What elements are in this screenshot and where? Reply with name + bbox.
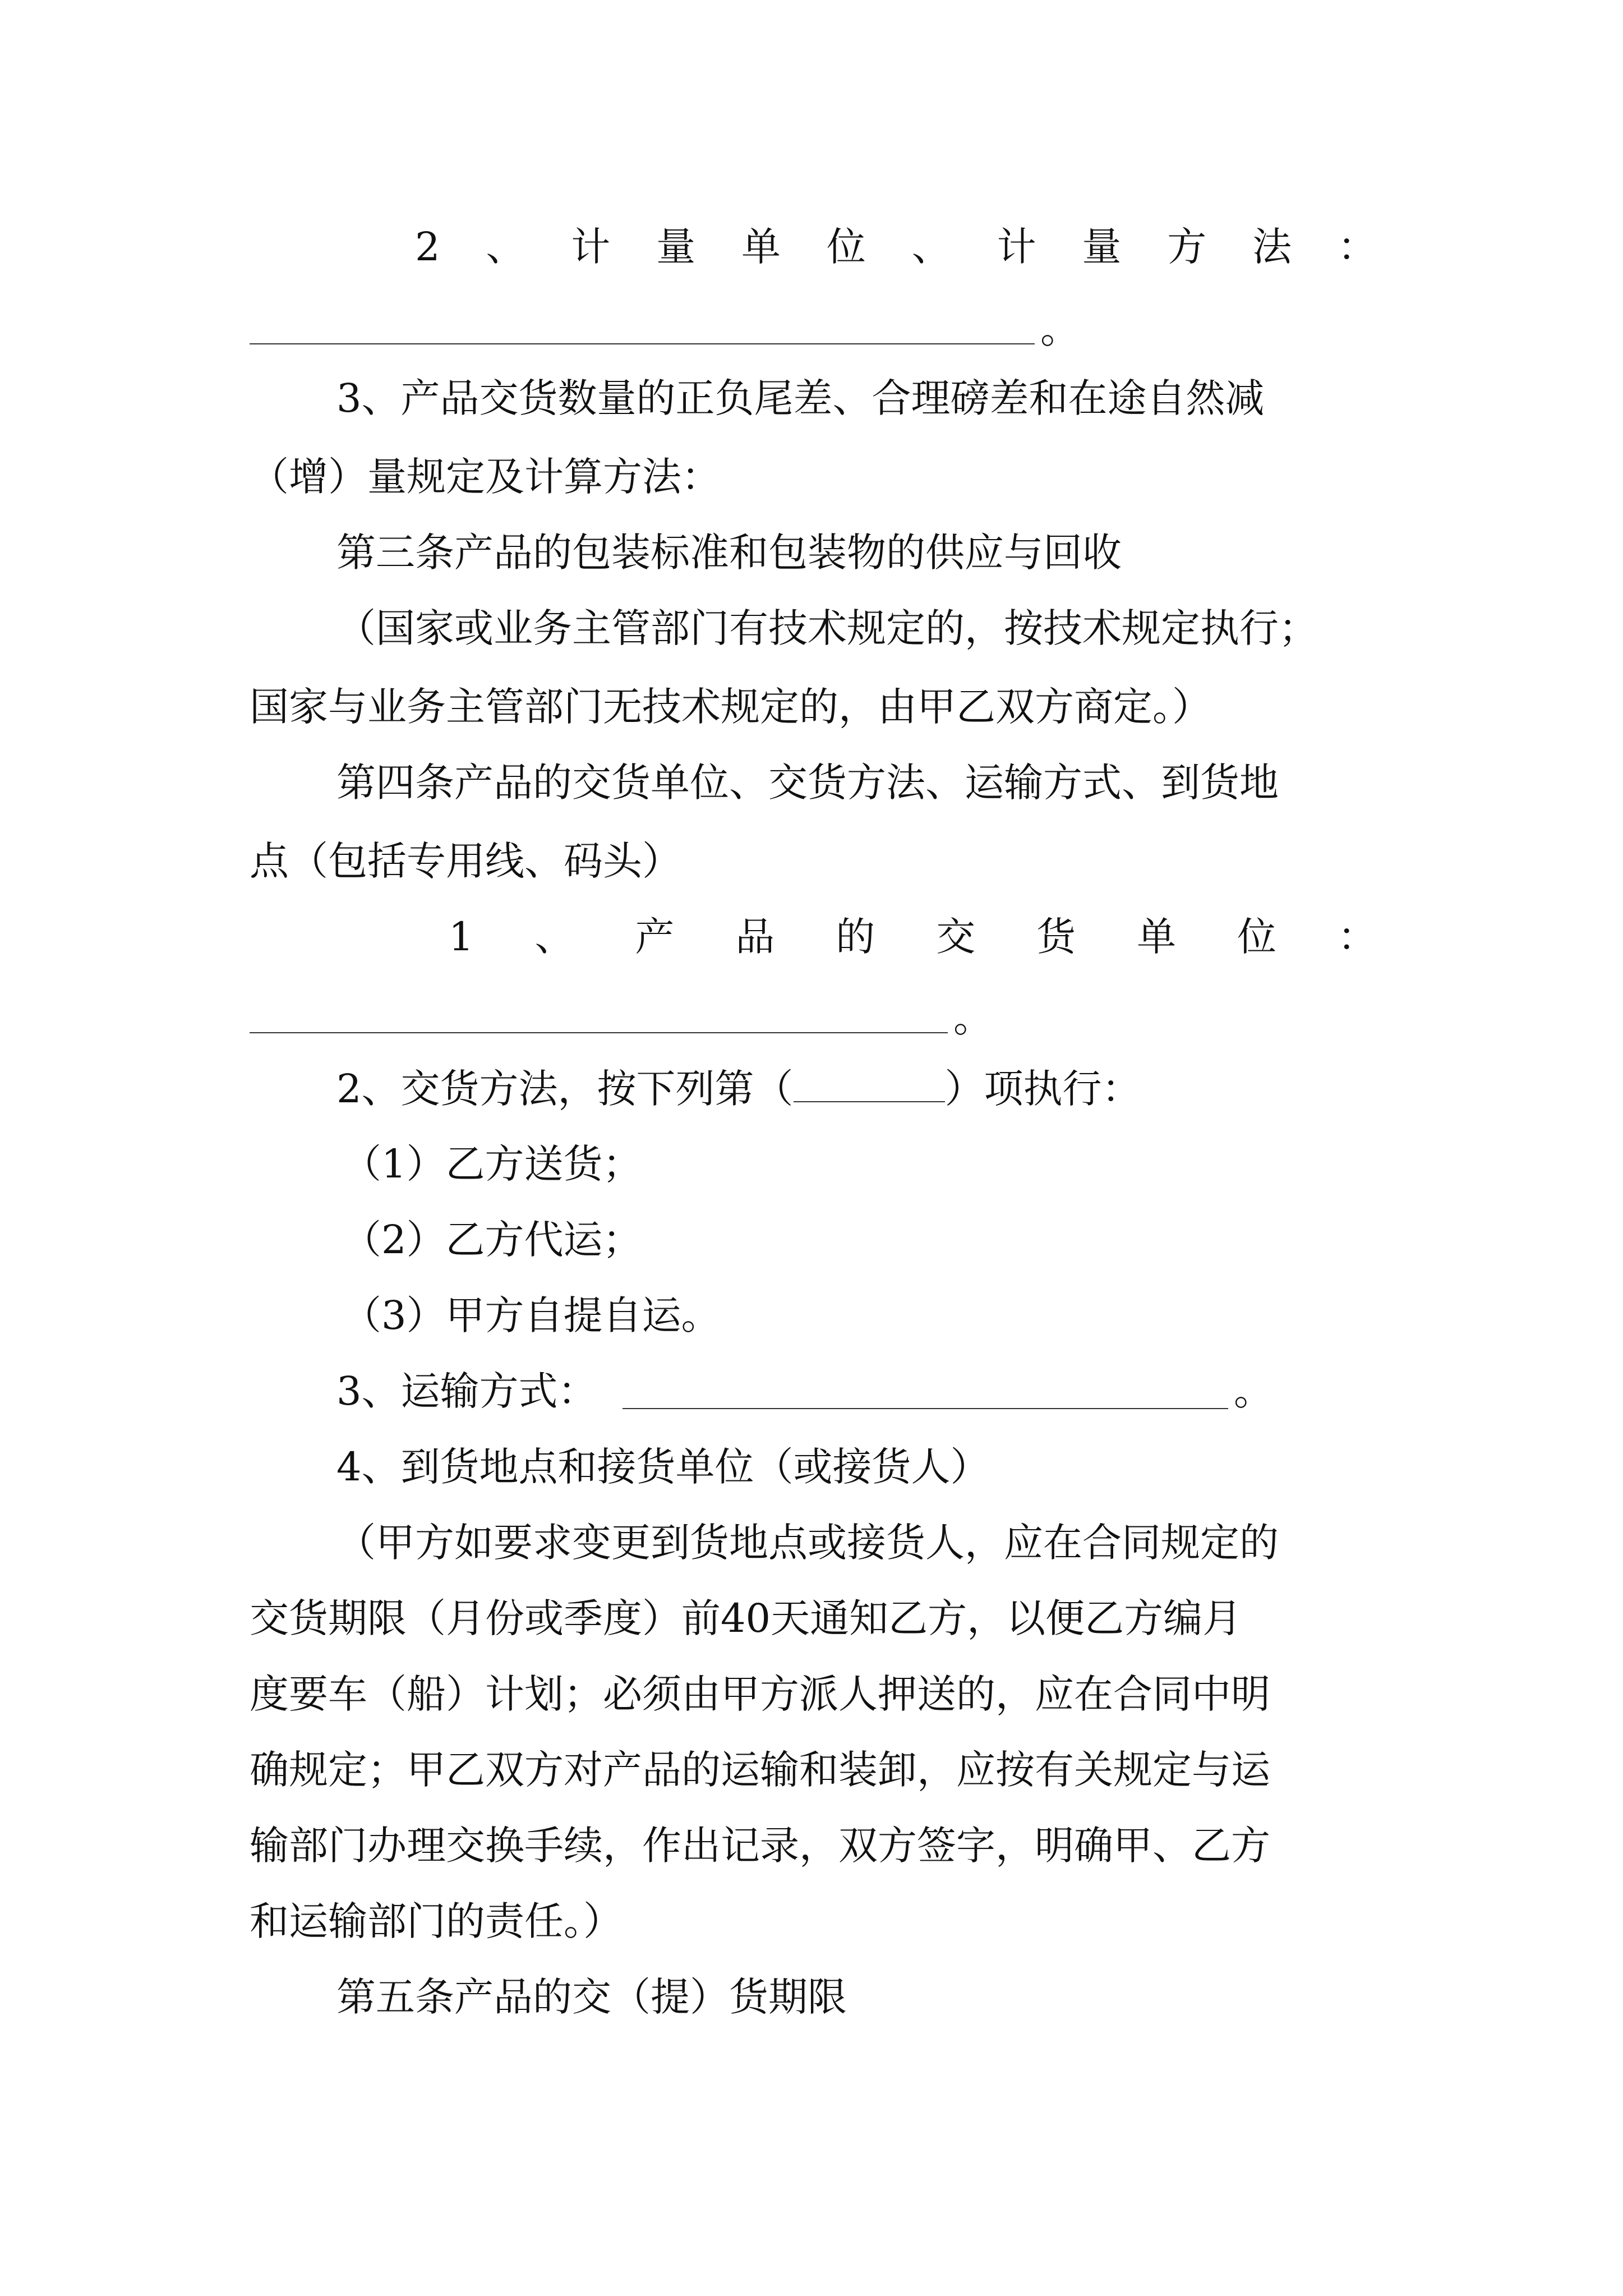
measure-end-mark: 。: [1040, 306, 1080, 352]
delivery-method-blank[interactable]: [794, 1069, 945, 1102]
delivery-unit-char: 货: [1036, 914, 1076, 960]
transport-mode-end-mark: 。: [1234, 1368, 1273, 1414]
delivery-unit-char: 的: [836, 914, 875, 960]
article4-note-line-2: 交货期限（月份或季度）前40天通知乙方，以便乙方编月: [250, 1595, 1242, 1641]
measure-char: 量: [656, 224, 696, 270]
delivery-option-2: （2）乙方代运；: [342, 1217, 642, 1263]
article3-note-line-2: 国家与业务主管部门无技术规定的，由甲乙双方商定。）: [250, 684, 1211, 730]
transport-mode-label: 3、运输方式：: [336, 1368, 597, 1414]
measure-char: 2: [415, 224, 440, 270]
delivery-option-1: （1）乙方送货；: [342, 1141, 642, 1187]
delivery-unit-char: 1: [449, 914, 474, 960]
article4-note-line-1: （甲方如要求变更到货地点或接货人，应在合同规定的: [336, 1520, 1279, 1566]
tolerance-line-2: （增）量规定及计算方法：: [250, 454, 721, 500]
article4-title-line-1: 第四条产品的交货单位、交货方法、运输方式、到货地: [336, 760, 1279, 806]
delivery-unit-char: 品: [735, 914, 775, 960]
article4-note-line-5: 输部门办理交换手续，作出记录，双方签字，明确甲、乙方: [250, 1823, 1270, 1869]
tolerance-line-1: 3、产品交货数量的正负尾差、合理磅差和在途自然减: [336, 375, 1265, 421]
article3-title: 第三条产品的包装标准和包装物的供应与回收: [336, 530, 1122, 576]
article4-note-line-6: 和运输部门的责任。）: [250, 1898, 623, 1944]
delivery-method-line: [336, 1066, 1141, 1112]
delivery-method-suffix: ）项执行：: [944, 1066, 1141, 1112]
delivery-unit-line: [449, 914, 1377, 960]
delivery-unit-char: 产: [635, 914, 675, 960]
measure-char: ：: [1338, 224, 1377, 270]
measure-char: 、: [911, 224, 951, 270]
delivery-option-3: （3）甲方自提自运。: [342, 1292, 721, 1338]
measure-char: 方: [1167, 224, 1207, 270]
delivery-unit-char: 、: [534, 914, 574, 960]
article4-note-line-3: 度要车（船）计划；必须由甲方派人押送的，应在合同中明: [250, 1671, 1270, 1717]
measure-method-line: [415, 224, 1377, 270]
measure-char: 计: [997, 224, 1036, 270]
transport-mode-blank[interactable]: [623, 1408, 1228, 1409]
delivery-method-prefix: 2、交货方法，按下列第（: [336, 1066, 794, 1112]
measure-method-blank[interactable]: [250, 343, 1035, 344]
measure-char: 量: [1082, 224, 1122, 270]
article5-title: 第五条产品的交（提）货期限: [336, 1974, 847, 2020]
delivery-unit-char: 单: [1137, 914, 1177, 960]
delivery-unit-blank[interactable]: [250, 1032, 948, 1033]
article4-title-line-2: 点（包括专用线、码头）: [250, 838, 681, 884]
measure-char: 、: [486, 224, 525, 270]
measure-char: 法: [1252, 224, 1292, 270]
article3-note-line-1: （国家或业务主管部门有技术规定的，按技术规定执行；: [336, 605, 1318, 651]
arrival-place-line: 4、到货地点和接货单位（或接货人）: [336, 1444, 990, 1490]
measure-char: 计: [571, 224, 611, 270]
delivery-unit-char: 交: [936, 914, 976, 960]
article4-note-line-4: 确规定；甲乙双方对产品的运输和装卸，应按有关规定与运: [250, 1747, 1270, 1793]
delivery-unit-end-mark: 。: [953, 995, 993, 1041]
measure-char: 位: [826, 224, 866, 270]
delivery-unit-char: 位: [1237, 914, 1277, 960]
measure-char: 单: [741, 224, 781, 270]
delivery-unit-char: ：: [1337, 914, 1377, 960]
